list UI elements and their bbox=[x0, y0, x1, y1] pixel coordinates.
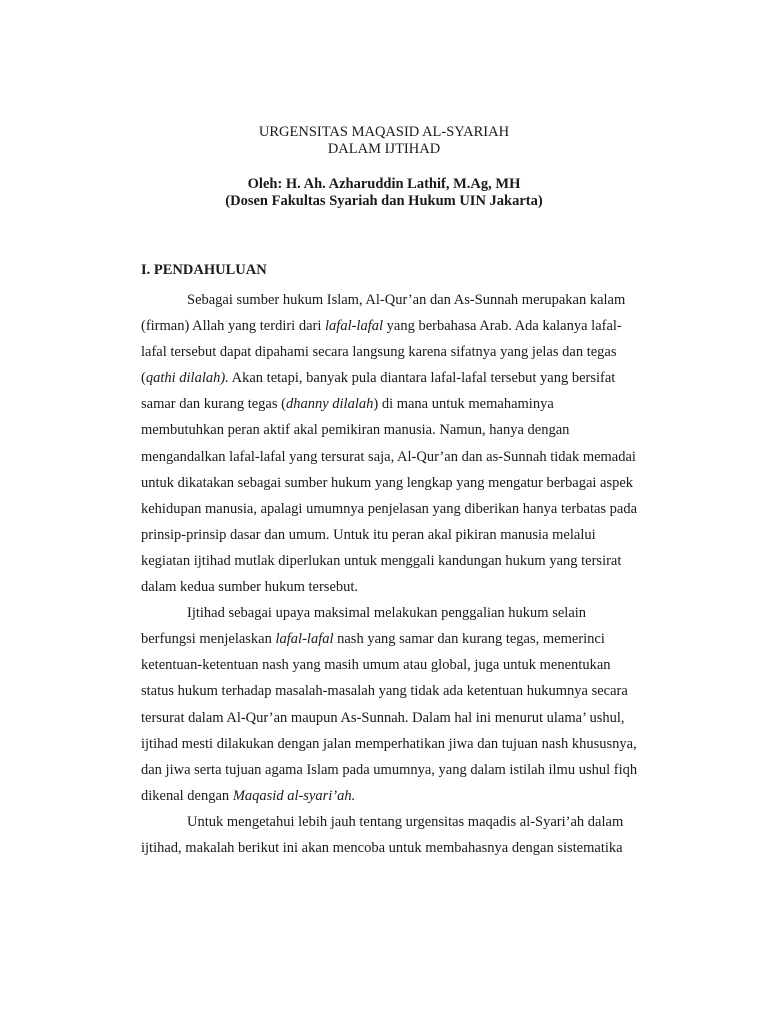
text-line: Ijtihad sebagai upaya maksimal melakukan penggalian hukum selain bbox=[187, 605, 587, 622]
text-line: Sebagai sumber hukum Islam, Al-Qur’an dan As-Sunnah merupakan kalam bbox=[187, 292, 626, 308]
text-line: prinsip-prinsip dasar dan umum. Untuk itu peran akal pikiran manusia melalui bbox=[141, 526, 596, 543]
text-line: mengandalkan lafal-lafal yang tersurat saja, Al-Qur’an dan as-Sunnah tidak memadai bbox=[141, 448, 636, 465]
text-line: ijtihad mesti dilakukan dengan jalan memperhatikan jiwa dan tujuan nash khususnya, bbox=[141, 735, 637, 752]
text-line: dikenal dengan Maqasid al-syari’ah. bbox=[141, 787, 356, 804]
text-line: lafal tersebut dapat dipahami secara langsung karena sifatnya yang jelas dan tegas bbox=[141, 344, 617, 361]
document-title bbox=[0, 124, 768, 158]
title-line-2: DALAM IJTIHAD bbox=[327, 141, 441, 157]
text-line: status hukum terhadap masalah-masalah yang tidak ada ketentuan hukumnya secara bbox=[141, 683, 628, 700]
text-line: kegiatan ijtihad mutlak diperlukan untuk menggali kandungan hukum yang tersirat bbox=[141, 552, 622, 569]
author-block bbox=[0, 176, 768, 210]
text-line: (firman) Allah yang terdiri dari lafal-lafal yang berbahasa Arab. Ada kalanya lafal- bbox=[141, 318, 622, 335]
text-line: dan jiwa serta tujuan agama Islam pada umumnya, yang dalam istilah ilmu ushul fiqh bbox=[141, 761, 638, 778]
text-line: Untuk mengetahui lebih jauh tentang urgensitas maqadis al-Syari’ah dalam bbox=[187, 813, 624, 830]
text-line: membutuhkan peran aktif akal pemikiran manusia. Namun, hanya dengan bbox=[141, 422, 570, 439]
text-line: samar dan kurang tegas (dhanny dilalah) di mana untuk memahaminya bbox=[141, 396, 554, 413]
text-line: ijtihad, makalah berikut ini akan mencoba untuk membahasnya dengan sistematika bbox=[141, 839, 623, 856]
text-line: berfungsi menjelaskan lafal-lafal nash yang samar dan kurang tegas, memerinci bbox=[141, 631, 605, 648]
text-line: dalam kedua sumber hukum tersebut. bbox=[141, 579, 359, 596]
title-line-1: URGENSITAS MAQASID AL-SYARIAH bbox=[258, 124, 510, 140]
text-line: kehidupan manusia, apalagi umumnya penjelasan yang diberikan hanya terbatas pada bbox=[141, 500, 638, 517]
text-line: tersurat dalam Al-Qur’an maupun As-Sunnah. Dalam hal ini menurut ulama’ ushul, bbox=[141, 709, 625, 726]
text-line: (qathi dilalah). Akan tetapi, banyak pula diantara lafal-lafal tersebut yang bersifat bbox=[141, 370, 616, 387]
body-text bbox=[141, 287, 651, 861]
text-line: untuk dikatakan sebagai sumber hukum yang lengkap yang mengatur berbagai aspek bbox=[141, 474, 634, 491]
section-heading: I. PENDAHULUAN bbox=[141, 262, 267, 278]
author-name: Oleh: H. Ah. Azharuddin Lathif, M.Ag, MH bbox=[247, 176, 521, 192]
author-affiliation: (Dosen Fakultas Syariah dan Hukum UIN Jakarta) bbox=[225, 193, 543, 209]
text-line: ketentuan-ketentuan nash yang masih umum atau global, juga untuk menentukan bbox=[141, 657, 611, 674]
